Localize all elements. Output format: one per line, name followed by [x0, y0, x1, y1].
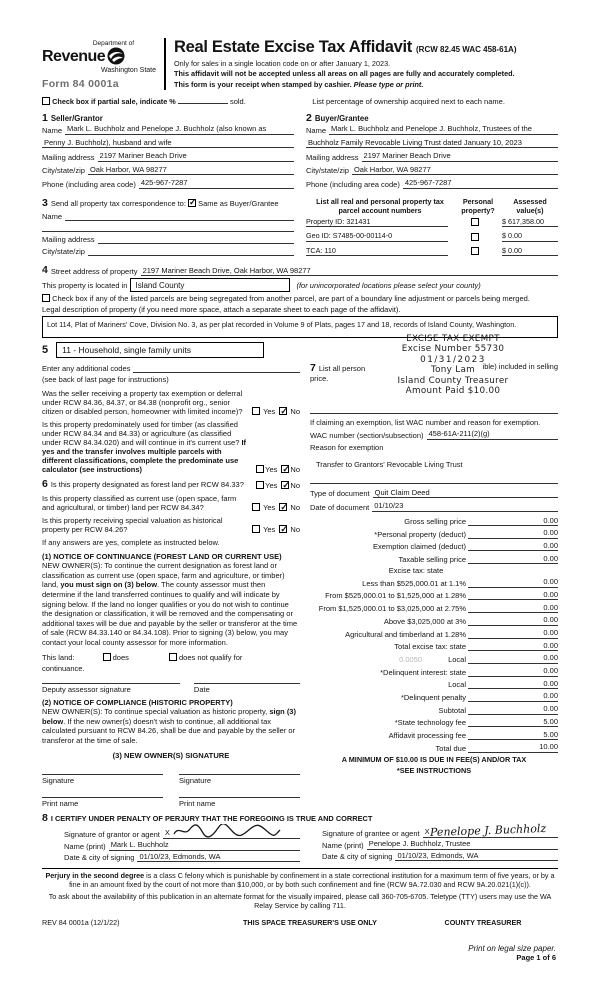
legal-size-note: Print on legal size paper. [468, 944, 556, 953]
tax-correspondence-section [42, 197, 294, 261]
continuance-label: continuance. [42, 663, 85, 673]
tax-value[interactable]: 0.00 [522, 641, 558, 652]
does-checkbox[interactable] [103, 653, 111, 661]
parcel-account-field[interactable]: Geo ID: S7485-00-00114-0 [306, 231, 448, 242]
q2-no-checkbox[interactable] [281, 465, 289, 473]
new-owner-printname-field-1[interactable]: Print name [42, 797, 163, 808]
seller-name-label: Name [42, 125, 63, 135]
new-owner-signature-title: (3) NEW OWNER(S) SIGNATURE [112, 750, 230, 760]
forest-no-checkbox[interactable] [281, 481, 289, 489]
rev-form-number: REV 84 0001a (12/1/22) [42, 918, 120, 927]
revenue-logotype: Revenue [42, 48, 106, 65]
grantor-signature-label: Signature of grantor or agent [64, 830, 160, 839]
exemption-note: If claiming an exemption, list WAC number and reason for exemption. [310, 418, 541, 427]
assessed-value-field[interactable]: $ 0.00 [502, 246, 558, 257]
personal-property-list-field[interactable] [310, 413, 558, 414]
revenue-logo-icon [107, 47, 125, 67]
this-land-label: This land: [42, 652, 75, 662]
currentuse-no-checkbox[interactable] [279, 503, 287, 511]
buyer-phone-label: Phone (including area code) [306, 179, 400, 189]
stamp-date: 01/31/2023 [420, 354, 486, 365]
tax-value[interactable]: 0.00 [522, 577, 558, 588]
tax-value[interactable]: 0.00 [522, 554, 558, 565]
seller-mailing-label: Mailing address [42, 152, 95, 162]
form-number: Form 84 0001a [42, 78, 119, 90]
certify-statement: I CERTIFY UNDER PENALTY OF PERJURY THAT THE FOREGOING IS TRUE AND CORRECT [50, 813, 373, 823]
parcel-account-field[interactable]: TCA: 110 [306, 246, 448, 257]
notice-continuance: (1) NOTICE OF CONTINUANCE (FOREST LAND OR CURRENT USE) NEW OWNER(S): To continue the current designation as forest land or classification as current use (open space, farm and agriculture, or timber) land, you must sign on (3) below. The county assessor must then determine if the land transferred continues to qualify and will indicate by signing below. If the land no longer qualifies or you do not wish to continue the designation or classification, it will be removed and the compensating or additional taxes will be due and payable by the seller or transferor at the time of sale (RCW 84.33.140 or 84.34.108). Prior to signing (3) below, you may contact your local county assessor for more information. [42, 551, 298, 647]
historical-question: Is this property receiving special valuation as historical property per RCW 84.26? [42, 516, 223, 534]
land-qualify-row: This land: does does not qualify for [42, 652, 243, 662]
header-note-3: This form is your receipt when stamped by cashier. Please type or print. [174, 79, 424, 89]
stamp-amount-paid: Amount Paid $10.00 [405, 385, 501, 396]
grantor-signature-field[interactable]: X [163, 824, 300, 840]
buyer-city-field[interactable]: Oak Harbor, WA 98277 [352, 165, 558, 176]
sold-label: sold. [229, 97, 246, 106]
section2-number: 2 [306, 112, 312, 124]
doc-date-label: Date of document [310, 502, 370, 512]
tax-value[interactable]: 5.00 [522, 730, 558, 741]
same-as-buyer-checkbox[interactable] [188, 199, 196, 207]
seller-phone-field[interactable]: 425-967-7287 [139, 178, 294, 189]
form-header [42, 38, 558, 90]
personal-property-checkbox-2[interactable] [471, 233, 479, 241]
grantee-name-label: Name (print) [322, 840, 364, 850]
section3-number: 3 [42, 196, 48, 209]
stamp-treasurer-name: Tony Lam [430, 365, 476, 376]
tax-value[interactable]: 0.00 [522, 679, 558, 690]
historical-yes-checkbox[interactable] [252, 525, 260, 533]
tax-value[interactable]: 0.00 [522, 615, 558, 626]
located-in-label: This property is located in [42, 280, 128, 290]
assessed-value-field[interactable]: $ 617,358.00 [502, 217, 558, 228]
rcw-reference: (RCW 82.45 WAC 458-61A) [416, 45, 517, 54]
correspondence-city-label: City/state/zip [42, 246, 85, 256]
seller-mailing-field[interactable]: 2197 Mariner Beach Drive [98, 151, 294, 162]
wac-label: WAC number (section/subsection) [310, 430, 424, 440]
section4-number: 4 [42, 264, 48, 276]
additional-codes-field[interactable] [133, 365, 300, 373]
header-note-1: Only for sales in a single location code on or after January 1, 2023. [174, 58, 391, 68]
print-note [468, 944, 556, 962]
alt-format-notice: To ask about the availability of this publication in an alternate format for the visually impaired, please call 360-705-6705. Teletype (TTY) users may use the WA Relay Service by calling 711. [48, 892, 552, 910]
doc-type-field[interactable]: Quit Claim Deed [373, 488, 558, 499]
tax-value[interactable]: 0.00 [522, 666, 558, 677]
property-address-section [42, 264, 558, 338]
stamp-treasurer-title: Island County Treasurer [397, 375, 509, 386]
correspondence-name-field[interactable] [65, 213, 294, 221]
buyer-mailing-label: Mailing address [306, 152, 359, 162]
legal-description-label: Legal description of property (if you need more space, attach a separate sheet to each page of the affidavit). [42, 305, 401, 314]
grantee-name-field[interactable]: Penelope J. Buchholz, Trustee [367, 839, 558, 850]
reason-exemption-field[interactable]: Transfer to Grantors' Revocable Living Trust [316, 459, 463, 469]
parcel-col2-header: Personal property? [461, 196, 495, 215]
buyer-section [306, 112, 558, 192]
seller-title: Seller/Grantor [50, 114, 103, 123]
q2-yes-checkbox[interactable] [256, 465, 264, 473]
correspondence-name-field2[interactable] [42, 224, 294, 232]
doc-type-label: Type of document [310, 489, 370, 498]
forest-land-question: 6 Is this property designated as forest land per RCW 84.33? [42, 478, 244, 490]
tax-value[interactable]: 0.00 [522, 590, 558, 601]
legal-description-box[interactable]: Lot 114, Plat of Mariners' Cove, Division No. 3, as per plat recorded in Volume 9 of Plats, pages 17 and 18, records of Island County, Washington. [42, 316, 558, 338]
seller-name-line2[interactable]: Penny J. Buchholz), husband and wife [42, 138, 294, 149]
segregated-label: Check box if any of the listed parcels are being segregated from another parcel, are part of a boundary line adjustment or parcels being merged. [52, 294, 530, 303]
forest-yes-checkbox[interactable] [256, 481, 264, 489]
seller-city-field[interactable]: Oak Harbor, WA 98277 [88, 165, 294, 176]
personal-property-checkbox-3[interactable] [471, 247, 479, 255]
grantor-signing-block [42, 824, 300, 866]
tax-value[interactable]: 0.00 [522, 691, 558, 702]
buyer-phone-field[interactable]: 425-967-7287 [403, 178, 558, 189]
new-owner-printname-row [42, 785, 300, 808]
notice-compliance: (2) NOTICE OF COMPLIANCE (HISTORIC PROPERTY) NEW OWNER(S): To continue special valuation as historic property, sign (3) below. If the new owner(s) doesn't wish to continue, all additional tax calculated pursuant to RCW 84.26, shall be due and payable by the seller or transferor at the time of sale. [42, 697, 296, 745]
segregated-checkbox[interactable] [42, 294, 50, 302]
grantor-name-label: Name (print) [64, 841, 106, 851]
tax-value[interactable]: 0.00 [522, 528, 558, 539]
new-owner-printname-field-2[interactable]: Print name [179, 797, 300, 808]
street-address-field[interactable]: 2197 Mariner Beach Drive, Oak Harbor, WA 98277 [141, 266, 558, 277]
stamp-excise-number: Excise Number 55730 [401, 344, 505, 355]
washington-state-label: Washington State [101, 67, 156, 74]
grantor-date-field[interactable]: 01/10/23, Edmonds, WA [137, 852, 300, 863]
ownership-note: List percentage of ownership acquired next to each name. [312, 97, 505, 106]
tax-value[interactable]: 0.00 [522, 628, 558, 639]
seller-phone-label: Phone (including area code) [42, 179, 136, 189]
parcel-row [306, 231, 558, 242]
deputy-date-field[interactable]: Date [194, 683, 300, 694]
buyer-name-line2[interactable]: Buchholz Family Revocable Living Trust dated January 10, 2023 [306, 138, 558, 149]
minimum-due-note: A MINIMUM OF $10.00 IS DUE IN FEE(S) AND/OR TAX [341, 754, 527, 764]
q1-yes-checkbox[interactable] [252, 407, 260, 415]
partial-sale-percent-field[interactable] [178, 103, 228, 104]
tax-value[interactable]: 10.00 [522, 742, 558, 753]
wac-number-field[interactable]: 458-61A-211(2)(g) [427, 429, 558, 440]
use-classification-column: 5 11 - Household, single family units Enter any additional codes (see back of last page for instructions) Was the seller receiving a property tax exemption or deferral under RCW 84.36, 84.37, or 84.38 (nonprofit org., senior citizen or disabled person, homeowner with limited income)? Yes ✓ No Is this property predominately used for timber (as classified under RCW 84.34 and 84.33) or agriculture (as classified under RCW 84.34.020) and will continue in it's current use? If yes and the transfer involves multiple parcels with different classifications, complete the predominate use calculator (see instructions) Yes ✓ No 6 Is this property designated as forest land per RCW 84.33? Yes ✓ No Is this property classified as current use (open space, farm and agricultural, or timber) land per RCW 84.34? Yes ✓ No Is this property receiving special valuation as historical property per RCW 84.26? Yes ✓ No If any answers are yes, complete as instructed below. (1) NOTICE OF CONTINUANCE (FOREST LAND OR CURRENT USE) NEW OWNER(S): To continue the current designation as forest land or classification as current use (open space, farm and agriculture, or timber) land, you must sign on (3) below. The county assessor must then determine if the land transferred continues to qualify and will indicate by signing below. If the land no longer qualifies or you do not wish to continue the designation or classification, it will be removed and the compensating or additional taxes will be due and payable by the seller or transferor at the time of sale (RCW 84.33.140 or 84.34.108). Prior to signing (3) below, you may contact your local county assessor for more information. This land: does does not qualify for continuance. Deputy assessor signature Date (2) NOTICE OF COMPLIANCE (HISTORIC PROPERTY) NEW OWNER(S): To continue special valuation as historic property, sign (3) below. If the new owner(s) doesn't wish to continue, all additional tax calculated pursuant to RCW 84.26, shall be due and payable by the seller or transferor at the time of sale. (3) NEW OWNER(S) SIGNATURE Signature Signature Print name Print name [42, 342, 300, 808]
land-use-code-box[interactable]: 11 - Household, single family units [56, 342, 264, 358]
grantee-signature-field[interactable]: XPenelope J. Buchholz [423, 824, 558, 839]
exemption-deferral-question: Was the seller receiving a property tax exemption or deferral under RCW 84.36, 84.37, or 84.38 (nonprofit org., senior citizen or disabled person, homeowner with limited income)? [42, 389, 243, 416]
street-address-label: Street address of property [50, 267, 138, 276]
excise-tax-state-header: Excise tax: state [388, 566, 444, 576]
section6-number: 6 [42, 478, 48, 490]
does-not-checkbox[interactable] [169, 653, 177, 661]
section1-number: 1 [42, 112, 48, 124]
section7-label-left: 7 List all person [310, 362, 366, 374]
tax-value[interactable]: 0.00 [522, 541, 558, 552]
parcel-col1-header: List all real and personal property tax parcel account numbers [316, 196, 444, 215]
any-yes-note: If any answers are yes, complete as instructed below. [42, 538, 220, 547]
tax-value[interactable]: 0.00 [522, 603, 558, 614]
grantee-signature-script: Penelope J. Buchholz [429, 821, 546, 839]
grantee-date-field[interactable]: 01/10/23, Edmonds, WA [395, 851, 558, 862]
new-owner-signature-field-2[interactable]: Signature [179, 774, 300, 785]
section7-number: 7 [310, 362, 316, 374]
q1-no-checkbox[interactable] [279, 407, 287, 415]
grantor-signature-scribble [172, 824, 282, 838]
perjury-notice: Perjury in the second degree is a class C felony which is punishable by confinement in a state correctional institution for a maximum term of five years, or by a fine in an amount fixed by the court of not more than $10,000, or by both such confinement and fine (RCW 9A.72.030 and RCW 9A.20.021(1)(c)). [45, 871, 555, 889]
buyer-name-label: Name [306, 125, 327, 135]
dept-of-label: Department of [92, 40, 134, 47]
certification-section [42, 812, 558, 866]
correspondence-mailing-label: Mailing address [42, 234, 95, 244]
tax-value[interactable]: 5.00 [522, 717, 558, 728]
deputy-assessor-signature-field[interactable]: Deputy assessor signature [42, 683, 180, 694]
historical-no-checkbox[interactable] [279, 525, 287, 533]
doc-date-field[interactable]: 01/10/23 [372, 501, 558, 512]
partial-sale-label: Check box if partial sale, indicate % [52, 97, 176, 106]
correspondence-name-label: Name [42, 211, 63, 221]
deputy-assessor-row [42, 683, 300, 694]
grantor-date-label: Date & city of signing [64, 853, 135, 862]
parcel-row [306, 246, 558, 257]
correspondence-city-field[interactable] [88, 248, 294, 256]
footer-rule [42, 868, 558, 869]
current-use-question: Is this property classified as current use (open space, farm and agricultural, or timber) land per RCW 84.34? [42, 494, 237, 512]
county-note: (for unincorporated locations please select your county) [296, 280, 481, 290]
tax-value[interactable]: 0.00 [522, 704, 558, 715]
new-owner-signature-field-1[interactable]: Signature [42, 774, 163, 785]
parcel-table [306, 197, 558, 261]
partial-sale-checkbox[interactable] [42, 97, 50, 105]
new-owner-signature-row [42, 762, 300, 785]
reason-exemption-label: Reason for exemption [310, 442, 384, 452]
header-divider [164, 38, 166, 90]
page-number: Page 1 of 6 [516, 953, 556, 962]
correspondence-mailing-field[interactable] [98, 236, 294, 244]
seller-city-label: City/state/zip [42, 166, 85, 175]
buyer-mailing-field[interactable]: 2197 Mariner Beach Drive [362, 151, 558, 162]
correspondence-label: Send all property tax correspondence to: [50, 198, 186, 208]
currentuse-yes-checkbox[interactable] [252, 503, 260, 511]
personal-property-checkbox-1[interactable] [471, 218, 479, 226]
county-select[interactable]: Island County [130, 278, 290, 292]
buyer-title: Buyer/Grantee [314, 114, 369, 123]
seller-section [42, 112, 294, 192]
stamp-exempt-line: EXCISE TAX EXEMPT [406, 334, 500, 344]
page-title: Real Estate Excise Tax Affidavit [174, 38, 413, 56]
parcel-row [306, 217, 558, 228]
see-instructions-note: *SEE INSTRUCTIONS [396, 765, 472, 775]
tax-computation-table: Gross selling price 0.00 *Personal property (deduct) 0.00 Exemption claimed (deduct) 0.00 Taxable selling price 0.00 Excise tax: state Less than $525,000.01 at 1.1% 0.00 From $525,000.01 to $1,525,000 at 1.28% 0.00 From $1,525,000.01 to $3,025,000 at 2.75% 0.00 Above $3,025,000 at 3% 0.00 Agricultural and timberland at 1.28% 0.00 Total excise tax: state 0.00 0.0050 Local 0.00 *Delinquent interest: state 0.00 Local 0.00 *Delinquent penalty 0.00 Subtotal 0.00 *State technology fee 5.00 Affidavit processing fee 5.00 Total due 10.00 [310, 516, 558, 753]
tax-value[interactable]: 0.00 [522, 516, 558, 527]
parcel-account-field[interactable]: Property ID: 321431 [306, 217, 448, 228]
instructions-note: (see back of last page for instructions) [42, 375, 169, 384]
grantee-signing-block [300, 821, 558, 866]
partial-sale-row [42, 97, 312, 106]
local-rate-watermark: 0.0050 [399, 654, 423, 664]
seller-name-line1[interactable]: Mark L. Buchholz and Penelope J. Buchholz (also known as [65, 124, 294, 135]
buyer-city-label: City/state/zip [306, 166, 349, 175]
tax-value[interactable]: 0.00 [522, 653, 558, 664]
section7-label-right: ible) included in selling [482, 362, 558, 371]
section5-number: 5 [42, 344, 49, 356]
same-as-buyer-label: Same as Buyer/Grantee [198, 198, 279, 208]
section8-number: 8 [42, 811, 48, 824]
tax-column [310, 342, 558, 808]
section7-price-label: price. [310, 374, 329, 383]
header-note-2: This affidavit will not be accepted unless all areas on all pages are fully and accurately completed. [174, 69, 515, 78]
treasurer-stamp [338, 334, 568, 396]
county-treasurer-label: COUNTY TREASURER [444, 918, 522, 927]
grantee-signature-label: Signature of grantee or agent [322, 829, 420, 838]
parcel-col3-header: Assessed value(s) [513, 196, 547, 215]
grantee-date-label: Date & city of signing [322, 852, 393, 861]
treasurer-use-label: THIS SPACE TREASURER'S USE ONLY [243, 918, 377, 927]
timber-question: Is this property predominately used for timber (as classified under RCW 84.34 and 84.33) or agriculture (as classified under RCW 84.34.020) and will continue in it's current use? If yes and the transfer involves multiple parcels with different classifications, complete the predominate use calculator (see instructions) [42, 420, 247, 474]
additional-codes-label: Enter any additional codes [42, 364, 131, 373]
buyer-name-line1[interactable]: Mark L. Buchholz and Penelope J. Buchholz, Trustees of the [329, 124, 558, 135]
footer-row [42, 918, 558, 927]
grantor-name-field[interactable]: Mark L. Buchholz [109, 840, 300, 851]
assessed-value-field[interactable]: $ 0.00 [502, 231, 558, 242]
